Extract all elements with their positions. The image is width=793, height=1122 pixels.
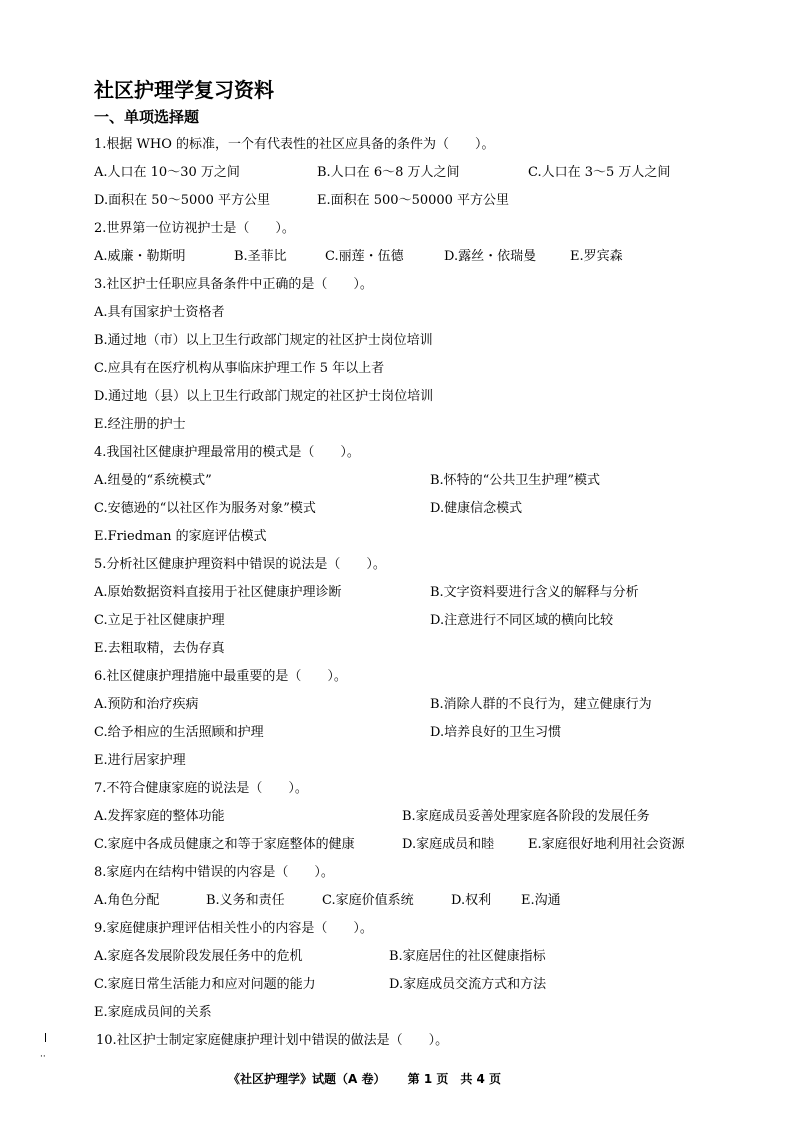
- question-stem: 1.根据 WHO 的标准，一个有代表性的社区应具备的条件为（ ）。: [94, 137, 495, 152]
- answer-option: D.注意进行不同区域的横向比较: [430, 613, 614, 628]
- question-stem: 5.分析社区健康护理资料中错误的说法是（ ）。: [94, 557, 386, 572]
- answer-option: D.通过地（县）以上卫生行政部门规定的社区护士岗位培训: [94, 389, 434, 404]
- question-stem: 9.家庭健康护理评估相关性小的内容是（ ）。: [94, 921, 373, 936]
- margin-dots: ··: [40, 1052, 46, 1062]
- answer-option: A.威廉・勒斯明: [94, 249, 186, 264]
- answer-option: B.家庭成员妥善处理家庭各阶段的发展任务: [402, 809, 650, 824]
- answer-option: B.消除人群的不良行为，建立健康行为: [430, 697, 652, 712]
- answer-option: E.进行居家护理: [94, 753, 186, 768]
- answer-option: B.通过地（市）以上卫生行政部门规定的社区护士岗位培训: [94, 333, 433, 348]
- answer-option: B.怀特的“公共卫生护理”模式: [430, 473, 600, 488]
- answer-option: E.沟通: [521, 893, 561, 908]
- answer-option: E.去粗取精，去伪存真: [94, 641, 225, 656]
- answer-option: A.人口在 10～30 万之间: [94, 165, 240, 180]
- answer-option: B.义务和责任: [206, 893, 285, 908]
- answer-option: B.人口在 6～8 万人之间: [317, 165, 460, 180]
- answer-option: E.家庭成员间的关系: [94, 1005, 212, 1020]
- answer-option: D.培养良好的卫生习惯: [430, 725, 562, 740]
- answer-option: E.Friedman 的家庭评估模式: [94, 529, 267, 544]
- answer-option: E.罗宾森: [570, 249, 623, 264]
- answer-option: B.家庭居住的社区健康指标: [389, 949, 546, 964]
- answer-option: A.预防和治疗疾病: [94, 697, 199, 712]
- answer-option: D.露丝・依瑞曼: [444, 249, 537, 264]
- section-heading: 一、单项选择题: [94, 108, 200, 126]
- answer-option: C.丽莲・伍德: [325, 249, 404, 264]
- answer-option: E.面积在 500～50000 平方公里: [317, 193, 510, 208]
- answer-option: B.圣菲比: [234, 249, 287, 264]
- answer-option: C.立足于社区健康护理: [94, 613, 225, 628]
- question-stem: 4.我国社区健康护理最常用的模式是（ ）。: [94, 445, 360, 460]
- answer-option: C.家庭价值系统: [322, 893, 414, 908]
- question-stem: 6.社区健康护理措施中最重要的是（ ）。: [94, 669, 347, 684]
- question-stem: 10.社区护士制定家庭健康护理计划中错误的做法是（ ）。: [96, 1033, 449, 1048]
- answer-option: A.发挥家庭的整体功能: [94, 809, 225, 824]
- answer-option: A.纽曼的“系统模式”: [94, 473, 212, 488]
- answer-option: A.具有国家护士资格者: [94, 305, 225, 320]
- answer-option: A.家庭各发展阶段发展任务中的危机: [94, 949, 303, 964]
- answer-option: E.家庭很好地利用社会资源: [528, 837, 685, 852]
- answer-option: D.权利: [451, 893, 492, 908]
- question-stem: 2.世界第一位访视护士是（ ）。: [94, 221, 295, 236]
- answer-option: B.文字资料要进行含义的解释与分析: [430, 585, 639, 600]
- answer-option: C.安德逊的“以社区作为服务对象”模式: [94, 501, 316, 516]
- answer-option: A.角色分配: [94, 893, 160, 908]
- answer-option: D.家庭成员和睦: [402, 837, 495, 852]
- question-stem: 8.家庭内在结构中错误的内容是（ ）。: [94, 865, 334, 880]
- answer-option: C.应具有在医疗机构从事临床护理工作 5 年以上者: [94, 361, 385, 376]
- question-stem: 3.社区护士任职应具备条件中正确的是（ ）。: [94, 277, 373, 292]
- answer-option: E.经注册的护士: [94, 417, 186, 432]
- margin-mark: [45, 1033, 46, 1042]
- answer-option: D.面积在 50～5000 平方公里: [94, 193, 270, 208]
- answer-option: D.健康信念模式: [430, 501, 523, 516]
- answer-option: C.给予相应的生活照顾和护理: [94, 725, 264, 740]
- answer-option: A.原始数据资料直接用于社区健康护理诊断: [94, 585, 342, 600]
- page-footer: 《社区护理学》试题（A 卷） 第 1 页 共 4 页: [228, 1072, 502, 1086]
- answer-option: D.家庭成员交流方式和方法: [389, 977, 547, 992]
- answer-option: C.人口在 3～5 万人之间: [528, 165, 671, 180]
- answer-option: C.家庭中各成员健康之和等于家庭整体的健康: [94, 837, 355, 852]
- question-stem: 7.不符合健康家庭的说法是（ ）。: [94, 781, 308, 796]
- document-title: 社区护理学复习资料: [94, 78, 274, 102]
- answer-option: C.家庭日常生活能力和应对问题的能力: [94, 977, 316, 992]
